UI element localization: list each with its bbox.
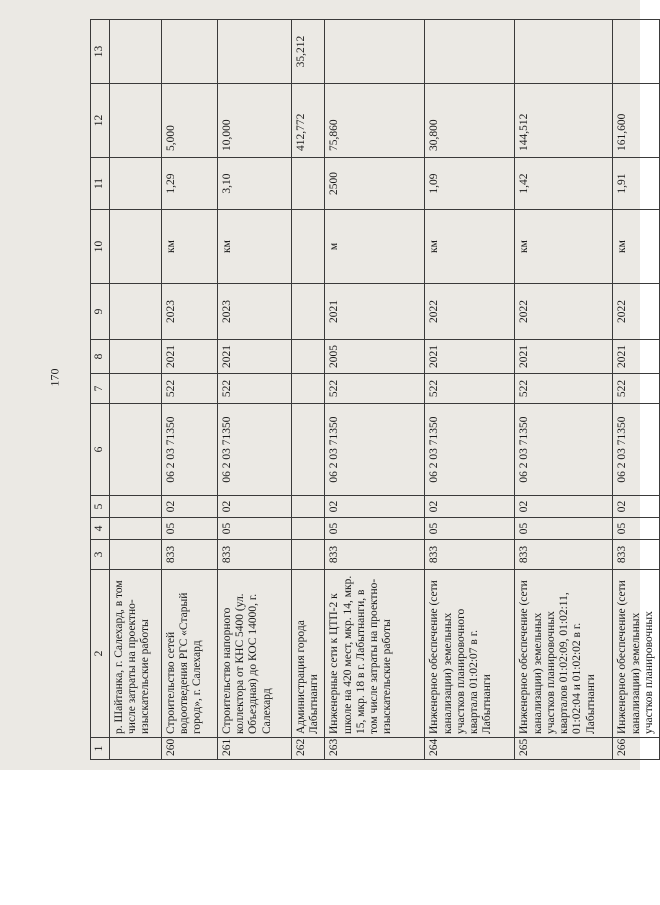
- table-cell: км: [218, 210, 292, 284]
- table-row: [162, 20, 218, 760]
- table-cell: 833: [613, 540, 660, 570]
- table-row: [515, 20, 613, 760]
- row-name-cell: Инженерное обеспечение (сети канализации) земельных участков планировочных: [613, 570, 660, 738]
- table-cell: [292, 518, 325, 540]
- table-cell: [110, 158, 162, 210]
- table-cell: [292, 404, 325, 496]
- rotated-table-container: [90, 20, 655, 760]
- table-cell: 833: [425, 540, 515, 570]
- table-cell: 02: [425, 496, 515, 518]
- table-cell: 522: [425, 374, 515, 404]
- table-cell: [162, 20, 218, 84]
- table-cell: 833: [515, 540, 613, 570]
- table-cell: [110, 340, 162, 374]
- column-header: 5: [91, 496, 110, 518]
- table-row: [218, 20, 292, 760]
- table-cell: [292, 284, 325, 340]
- table-cell: [110, 374, 162, 404]
- table-cell: 2021: [515, 340, 613, 374]
- table-cell: 06 2 03 71350: [325, 404, 425, 496]
- table-cell: 05: [515, 518, 613, 540]
- table-cell: м: [325, 210, 425, 284]
- table-cell: [292, 374, 325, 404]
- table-cell: [515, 20, 613, 84]
- table-cell: 1,91: [613, 158, 660, 210]
- table-cell: 2023: [218, 284, 292, 340]
- table-cell: 2021: [218, 340, 292, 374]
- table-cell: 06 2 03 71350: [613, 404, 660, 496]
- row-number-cell: 262: [292, 738, 325, 760]
- table-cell: [292, 210, 325, 284]
- table-cell: 35,212: [292, 20, 325, 84]
- table-cell: 833: [218, 540, 292, 570]
- table-cell: км: [515, 210, 613, 284]
- table-cell: [613, 20, 660, 84]
- table-cell: км: [162, 210, 218, 284]
- table-cell: [292, 340, 325, 374]
- table-cell: 02: [218, 496, 292, 518]
- table-cell: 02: [613, 496, 660, 518]
- table-row: [425, 20, 515, 760]
- column-header: 4: [91, 518, 110, 540]
- column-header: 3: [91, 540, 110, 570]
- table-cell: 06 2 03 71350: [218, 404, 292, 496]
- table-cell: 144,512: [515, 84, 613, 158]
- column-header: 10: [91, 210, 110, 284]
- table-cell: 02: [325, 496, 425, 518]
- table-cell: 1,42: [515, 158, 613, 210]
- table-cell: 2022: [515, 284, 613, 340]
- table-cell: 833: [325, 540, 425, 570]
- table-cell: 2021: [425, 340, 515, 374]
- data-table: [90, 19, 660, 760]
- table-cell: [110, 540, 162, 570]
- table-cell: 2500: [325, 158, 425, 210]
- table-cell: 2021: [613, 340, 660, 374]
- table-cell: 05: [218, 518, 292, 540]
- table-cell: [292, 496, 325, 518]
- table-cell: 02: [515, 496, 613, 518]
- row-name-cell: Инженерное обеспечение (сети канализации) земельных участков планировочных кварталов 01:02:09, 01:02:11, 01:02:04 и 01:02:02 в г. Лабытнанги: [515, 570, 613, 738]
- column-header: 12: [91, 84, 110, 158]
- table-cell: 10,000: [218, 84, 292, 158]
- column-header: 11: [91, 158, 110, 210]
- table-row: [325, 20, 425, 760]
- table-cell: 412,772: [292, 84, 325, 158]
- table-cell: 06 2 03 71350: [515, 404, 613, 496]
- table-cell: 2022: [425, 284, 515, 340]
- table-cell: 05: [162, 518, 218, 540]
- table-cell: 2022: [613, 284, 660, 340]
- table-cell: 522: [613, 374, 660, 404]
- table-cell: [110, 210, 162, 284]
- table-cell: 2023: [162, 284, 218, 340]
- row-number-cell: 265: [515, 738, 613, 760]
- row-number-cell: [110, 738, 162, 760]
- table-cell: 05: [613, 518, 660, 540]
- column-header: 2: [91, 570, 110, 738]
- table-cell: [110, 20, 162, 84]
- row-number-cell: 260: [162, 738, 218, 760]
- row-number-cell: 266: [613, 738, 660, 760]
- row-number-cell: 263: [325, 738, 425, 760]
- table-cell: 30,800: [425, 84, 515, 158]
- table-cell: 522: [325, 374, 425, 404]
- column-header: 1: [91, 738, 110, 760]
- table-cell: 06 2 03 71350: [425, 404, 515, 496]
- row-number-cell: 264: [425, 738, 515, 760]
- table-cell: 1,29: [162, 158, 218, 210]
- table-cell: 522: [515, 374, 613, 404]
- row-name-cell: Инженерные сети к ЦТП-2 к школе на 420 мест, мкр. 14, мкр. 15, мкр. 18 в г. Лабытнанги, в том числе затраты на проектно-изыскательские работы: [325, 570, 425, 738]
- column-header: 6: [91, 404, 110, 496]
- table-cell: [110, 518, 162, 540]
- table-cell: 05: [325, 518, 425, 540]
- table-cell: 06 2 03 71350: [162, 404, 218, 496]
- table-row: [613, 20, 660, 760]
- table-cell: [110, 496, 162, 518]
- table-row: [110, 20, 162, 760]
- table-cell: км: [425, 210, 515, 284]
- table-cell: км: [613, 210, 660, 284]
- row-name-cell: р. Шайтанка, г. Салехард, в том числе затраты на проектно-изыскательские работы: [110, 570, 162, 738]
- table-cell: [110, 284, 162, 340]
- table-cell: [110, 404, 162, 496]
- table-cell: 02: [162, 496, 218, 518]
- column-header: 8: [91, 340, 110, 374]
- row-name-cell: Инженерное обеспечение (сети канализации) земельных участков планировочного квартала 01:02:07 в г. Лабытнанги: [425, 570, 515, 738]
- table-cell: 2005: [325, 340, 425, 374]
- table-cell: 1,09: [425, 158, 515, 210]
- table-cell: 2021: [325, 284, 425, 340]
- row-name-cell: Строительство сетей водоотведения РГС «Старый город», г. Салехард: [162, 570, 218, 738]
- table-row: [292, 20, 325, 760]
- row-name-cell: Строительство напорного коллектора от КНС 5400 (ул. Объездная) до КОС 14000, г. Салехард: [218, 570, 292, 738]
- table-cell: [292, 540, 325, 570]
- table-cell: 75,860: [325, 84, 425, 158]
- table-header-row: [91, 20, 110, 760]
- table-cell: 2021: [162, 340, 218, 374]
- table-cell: [425, 20, 515, 84]
- table-cell: 161,600: [613, 84, 660, 158]
- page-number: 170: [47, 368, 62, 387]
- table-cell: [110, 84, 162, 158]
- table-cell: 5,000: [162, 84, 218, 158]
- column-header: 7: [91, 374, 110, 404]
- table-cell: 522: [218, 374, 292, 404]
- table-cell: 522: [162, 374, 218, 404]
- table-cell: 3,10: [218, 158, 292, 210]
- table-cell: [218, 20, 292, 84]
- table-cell: [292, 158, 325, 210]
- table-cell: 833: [162, 540, 218, 570]
- row-name-cell: Администрация города Лабытнанги: [292, 570, 325, 738]
- column-header: 9: [91, 284, 110, 340]
- table-cell: [325, 20, 425, 84]
- row-number-cell: 261: [218, 738, 292, 760]
- table-cell: 05: [425, 518, 515, 540]
- column-header: 13: [91, 20, 110, 84]
